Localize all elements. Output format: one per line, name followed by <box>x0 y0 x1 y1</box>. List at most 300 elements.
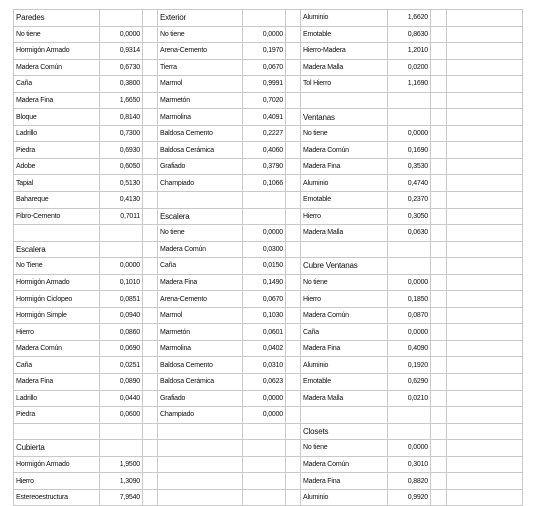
cell[interactable]: Madera Fina <box>301 340 388 357</box>
value-cell[interactable]: 0,0630 <box>388 225 431 242</box>
value-cell[interactable]: 0,3800 <box>100 76 143 93</box>
cell[interactable]: Hierro <box>14 473 100 490</box>
value-cell[interactable] <box>388 423 431 440</box>
cell[interactable]: Madera Común <box>14 59 100 76</box>
cell[interactable] <box>143 340 158 357</box>
cell[interactable] <box>431 274 447 291</box>
cell[interactable]: Baldosa Cerámica <box>158 374 243 391</box>
cell[interactable] <box>286 43 301 60</box>
value-cell[interactable]: 0,0200 <box>388 59 431 76</box>
cell[interactable] <box>143 456 158 473</box>
cell[interactable] <box>143 175 158 192</box>
cell[interactable] <box>447 26 523 43</box>
cell[interactable] <box>286 59 301 76</box>
cell[interactable] <box>431 92 447 109</box>
cell[interactable]: Arena-Cemento <box>158 43 243 60</box>
cell[interactable]: Tierra <box>158 59 243 76</box>
cell[interactable] <box>158 456 243 473</box>
value-cell[interactable]: 0,0670 <box>243 291 286 308</box>
cell[interactable] <box>431 258 447 275</box>
cell[interactable] <box>447 92 523 109</box>
cell[interactable] <box>286 109 301 126</box>
cell[interactable] <box>143 423 158 440</box>
sheet-row <box>14 26 523 43</box>
cell[interactable] <box>431 307 447 324</box>
cell[interactable] <box>431 208 447 225</box>
cell[interactable] <box>143 374 158 391</box>
section-header-cell[interactable]: Cubre Ventanas <box>301 258 388 275</box>
cell[interactable] <box>447 59 523 76</box>
cell[interactable] <box>431 192 447 209</box>
cell[interactable] <box>431 10 447 27</box>
cell[interactable] <box>286 241 301 258</box>
cell[interactable] <box>286 423 301 440</box>
cell[interactable] <box>431 76 447 93</box>
cell[interactable] <box>431 26 447 43</box>
cell[interactable] <box>431 241 447 258</box>
value-cell[interactable] <box>243 456 286 473</box>
cell[interactable] <box>143 125 158 142</box>
cell[interactable]: Ladrillo <box>14 390 100 407</box>
sheet-row <box>14 324 523 341</box>
cell[interactable] <box>447 440 523 457</box>
cell[interactable] <box>143 258 158 275</box>
cell[interactable] <box>143 142 158 159</box>
cell[interactable]: Caña <box>14 76 100 93</box>
section-header-cell[interactable]: Exterior <box>158 10 243 27</box>
value-cell[interactable]: 0,4740 <box>388 175 431 192</box>
cell[interactable] <box>14 423 100 440</box>
cell[interactable]: Madera Fina <box>14 374 100 391</box>
value-cell[interactable]: 0,7300 <box>100 125 143 142</box>
value-cell[interactable]: 1,2010 <box>388 43 431 60</box>
cell[interactable] <box>431 175 447 192</box>
value-cell[interactable]: 0,3530 <box>388 158 431 175</box>
cell[interactable]: Marmetón <box>158 92 243 109</box>
cell[interactable]: Madera Fina <box>301 473 388 490</box>
value-cell[interactable]: 0,6050 <box>100 158 143 175</box>
cell[interactable] <box>286 324 301 341</box>
cell[interactable] <box>447 43 523 60</box>
sheet-row <box>14 208 523 225</box>
value-cell[interactable]: 0,0000 <box>243 26 286 43</box>
value-cell[interactable]: 1,9500 <box>100 456 143 473</box>
cell[interactable] <box>447 109 523 126</box>
value-cell[interactable]: 0,7020 <box>243 92 286 109</box>
cell[interactable] <box>431 440 447 457</box>
cell[interactable]: Madera Común <box>158 241 243 258</box>
value-cell[interactable]: 0,0601 <box>243 324 286 341</box>
cell[interactable] <box>431 142 447 159</box>
cell[interactable]: No tiene <box>14 26 100 43</box>
cell[interactable] <box>143 324 158 341</box>
value-cell[interactable]: 0,0000 <box>100 258 143 275</box>
cell[interactable]: Emotable <box>301 374 388 391</box>
cell[interactable] <box>286 357 301 374</box>
cell[interactable]: Caña <box>14 357 100 374</box>
cell[interactable] <box>286 192 301 209</box>
cell[interactable] <box>447 241 523 258</box>
cell[interactable]: Baldosa Cerámica <box>158 142 243 159</box>
cell[interactable] <box>447 158 523 175</box>
value-cell[interactable]: 0,0000 <box>388 274 431 291</box>
cell[interactable]: Marmolina <box>158 340 243 357</box>
value-cell[interactable]: 0,0000 <box>388 324 431 341</box>
value-cell[interactable] <box>243 192 286 209</box>
cell[interactable] <box>143 192 158 209</box>
value-cell[interactable]: 0,1490 <box>243 274 286 291</box>
value-cell[interactable] <box>243 10 286 27</box>
cell[interactable]: Madera Común <box>14 340 100 357</box>
cell[interactable]: Madera Malla <box>301 225 388 242</box>
value-cell[interactable]: 0,0000 <box>100 26 143 43</box>
cell[interactable] <box>447 208 523 225</box>
cell[interactable] <box>143 92 158 109</box>
value-cell[interactable]: 0,4130 <box>100 192 143 209</box>
value-cell[interactable]: 0,0890 <box>100 374 143 391</box>
value-cell[interactable]: 0,0690 <box>100 340 143 357</box>
value-cell[interactable]: 0,4091 <box>243 109 286 126</box>
value-cell[interactable]: 0,1920 <box>388 357 431 374</box>
cell[interactable] <box>286 407 301 424</box>
cell[interactable]: Grafiado <box>158 390 243 407</box>
cell[interactable] <box>431 291 447 308</box>
cell[interactable] <box>286 76 301 93</box>
cell[interactable] <box>431 158 447 175</box>
cell[interactable]: Tol Hierro <box>301 76 388 93</box>
cell[interactable]: Adobe <box>14 158 100 175</box>
cell[interactable] <box>286 142 301 159</box>
cell[interactable] <box>447 291 523 308</box>
cell[interactable] <box>286 26 301 43</box>
cell[interactable] <box>143 158 158 175</box>
value-cell[interactable]: 0,0210 <box>388 390 431 407</box>
cell[interactable] <box>447 340 523 357</box>
section-header-cell[interactable]: Closets <box>301 423 388 440</box>
cell[interactable] <box>431 423 447 440</box>
cell[interactable] <box>447 456 523 473</box>
value-cell[interactable]: 0,0623 <box>243 374 286 391</box>
cell[interactable] <box>286 374 301 391</box>
cell[interactable] <box>14 225 100 242</box>
value-cell[interactable]: 0,0000 <box>243 390 286 407</box>
value-cell[interactable]: 0,0000 <box>388 440 431 457</box>
cell[interactable] <box>301 407 388 424</box>
cell[interactable] <box>447 175 523 192</box>
cell[interactable]: Hierro <box>301 208 388 225</box>
cell[interactable] <box>143 208 158 225</box>
cell[interactable] <box>143 274 158 291</box>
cell[interactable] <box>301 241 388 258</box>
cell[interactable] <box>431 390 447 407</box>
cell[interactable]: Marmol <box>158 307 243 324</box>
cell[interactable] <box>447 76 523 93</box>
cell[interactable] <box>143 440 158 457</box>
cell[interactable] <box>143 76 158 93</box>
value-cell[interactable]: 0,8820 <box>388 473 431 490</box>
cell[interactable]: Champiado <box>158 407 243 424</box>
value-cell[interactable]: 7,9540 <box>100 489 143 506</box>
cell[interactable] <box>447 374 523 391</box>
cell[interactable] <box>143 291 158 308</box>
cell[interactable] <box>447 10 523 27</box>
cell[interactable] <box>431 125 447 142</box>
cell[interactable]: Ladrillo <box>14 125 100 142</box>
cell[interactable] <box>447 473 523 490</box>
cell[interactable]: Tapial <box>14 175 100 192</box>
cell[interactable]: Hormigón Ciclopeo <box>14 291 100 308</box>
value-cell[interactable]: 0,0150 <box>243 258 286 275</box>
cell[interactable]: Hormigón Armado <box>14 456 100 473</box>
value-cell[interactable]: 0,0860 <box>100 324 143 341</box>
value-cell[interactable] <box>243 423 286 440</box>
value-cell[interactable] <box>388 407 431 424</box>
value-cell[interactable]: 0,0870 <box>388 307 431 324</box>
cell[interactable]: Caña <box>301 324 388 341</box>
cell[interactable]: No tiene <box>301 125 388 142</box>
value-cell[interactable] <box>388 109 431 126</box>
cell[interactable]: Madera Común <box>301 142 388 159</box>
cell[interactable] <box>447 407 523 424</box>
cell[interactable]: Aluminio <box>301 357 388 374</box>
cell[interactable] <box>431 357 447 374</box>
cell[interactable]: Aluminio <box>301 489 388 506</box>
value-cell[interactable]: 0,0000 <box>388 125 431 142</box>
value-cell[interactable]: 0,1970 <box>243 43 286 60</box>
value-cell[interactable]: 0,8630 <box>388 26 431 43</box>
cell[interactable] <box>286 440 301 457</box>
cell[interactable]: Aluminio <box>301 175 388 192</box>
cell[interactable] <box>447 357 523 374</box>
cell[interactable] <box>158 440 243 457</box>
cell[interactable]: Baldosa Cemento <box>158 357 243 374</box>
cell[interactable] <box>447 390 523 407</box>
value-cell[interactable]: 0,9991 <box>243 76 286 93</box>
value-cell[interactable]: 0,1850 <box>388 291 431 308</box>
value-cell[interactable] <box>243 208 286 225</box>
cell[interactable] <box>143 241 158 258</box>
cell[interactable]: Bahareque <box>14 192 100 209</box>
cell[interactable] <box>431 374 447 391</box>
value-cell[interactable] <box>100 440 143 457</box>
cell[interactable] <box>286 158 301 175</box>
cell[interactable] <box>143 43 158 60</box>
cell[interactable]: Bloque <box>14 109 100 126</box>
sheet-row <box>14 59 523 76</box>
cell[interactable] <box>158 192 243 209</box>
cell[interactable]: Arena-Cemento <box>158 291 243 308</box>
value-cell[interactable]: 0,3790 <box>243 158 286 175</box>
value-cell[interactable]: 0,1010 <box>100 274 143 291</box>
cell[interactable] <box>431 324 447 341</box>
value-cell[interactable]: 0,7011 <box>100 208 143 225</box>
cell[interactable] <box>143 307 158 324</box>
cell[interactable] <box>301 92 388 109</box>
cell[interactable] <box>447 307 523 324</box>
value-cell[interactable] <box>388 92 431 109</box>
value-cell[interactable]: 0,0851 <box>100 291 143 308</box>
value-cell[interactable]: 1,3090 <box>100 473 143 490</box>
cell[interactable] <box>158 423 243 440</box>
cell[interactable]: Fibro-Cemento <box>14 208 100 225</box>
value-cell[interactable]: 0,0300 <box>243 241 286 258</box>
section-header-cell[interactable]: Paredes <box>14 10 100 27</box>
value-cell[interactable]: 0,8140 <box>100 109 143 126</box>
value-cell[interactable]: 0,9920 <box>388 489 431 506</box>
value-cell[interactable]: 0,4060 <box>243 142 286 159</box>
cell[interactable] <box>286 456 301 473</box>
cell[interactable] <box>286 340 301 357</box>
sheet-row <box>14 158 523 175</box>
cell[interactable]: No tiene <box>158 225 243 242</box>
cell[interactable]: Madera Malla <box>301 390 388 407</box>
cell[interactable] <box>447 125 523 142</box>
cell[interactable] <box>447 274 523 291</box>
cell[interactable]: Aluminio <box>301 10 388 27</box>
cell[interactable] <box>286 390 301 407</box>
cell[interactable] <box>286 274 301 291</box>
cell[interactable]: Madera Fina <box>14 92 100 109</box>
cell[interactable] <box>431 225 447 242</box>
section-header-cell[interactable]: Escalera <box>158 208 243 225</box>
value-cell[interactable]: 0,2227 <box>243 125 286 142</box>
value-cell[interactable]: 0,1690 <box>388 142 431 159</box>
value-cell[interactable]: 0,0000 <box>243 225 286 242</box>
cell[interactable]: Champiado <box>158 175 243 192</box>
cell[interactable]: Hormigón Armado <box>14 43 100 60</box>
cell[interactable] <box>286 10 301 27</box>
sheet-row <box>14 274 523 291</box>
cell[interactable]: Hierro-Madera <box>301 43 388 60</box>
cell[interactable] <box>447 324 523 341</box>
value-cell[interactable]: 0,0000 <box>243 407 286 424</box>
cell[interactable] <box>447 192 523 209</box>
cell[interactable]: Piedra <box>14 142 100 159</box>
value-cell[interactable]: 1,6620 <box>388 10 431 27</box>
cell[interactable] <box>286 225 301 242</box>
cell[interactable]: Madera Fina <box>158 274 243 291</box>
value-cell[interactable]: 0,0402 <box>243 340 286 357</box>
cell[interactable] <box>431 473 447 490</box>
cell[interactable] <box>286 92 301 109</box>
cell[interactable]: Emotable <box>301 192 388 209</box>
value-cell[interactable]: 1,6650 <box>100 92 143 109</box>
cell[interactable] <box>447 142 523 159</box>
value-cell[interactable]: 0,0600 <box>100 407 143 424</box>
section-header-cell[interactable]: Ventanas <box>301 109 388 126</box>
cell[interactable] <box>143 225 158 242</box>
value-cell[interactable]: 0,5130 <box>100 175 143 192</box>
cell[interactable] <box>431 340 447 357</box>
cell[interactable] <box>286 208 301 225</box>
cell[interactable]: Grafiado <box>158 158 243 175</box>
cell[interactable]: Madera Común <box>301 456 388 473</box>
cell[interactable] <box>143 390 158 407</box>
cell[interactable]: Madera Fina <box>301 158 388 175</box>
cell[interactable] <box>447 423 523 440</box>
cell[interactable] <box>431 456 447 473</box>
cell[interactable] <box>143 26 158 43</box>
value-cell[interactable] <box>100 241 143 258</box>
value-cell[interactable]: 0,2370 <box>388 192 431 209</box>
value-cell[interactable]: 0,0940 <box>100 307 143 324</box>
cell[interactable] <box>286 258 301 275</box>
cell[interactable] <box>286 125 301 142</box>
cell[interactable]: Hierro <box>14 324 100 341</box>
cell[interactable] <box>286 291 301 308</box>
value-cell[interactable] <box>243 473 286 490</box>
value-cell[interactable]: 0,0440 <box>100 390 143 407</box>
cell[interactable]: Marmetón <box>158 324 243 341</box>
cell[interactable] <box>143 357 158 374</box>
cell[interactable]: Hierro <box>301 291 388 308</box>
cell[interactable]: Hormigón Armado <box>14 274 100 291</box>
section-header-cell[interactable]: Cubierta <box>14 440 100 457</box>
cell[interactable]: Emotable <box>301 26 388 43</box>
value-cell[interactable]: 0,6290 <box>388 374 431 391</box>
cell[interactable] <box>286 473 301 490</box>
cell[interactable]: Marmolina <box>158 109 243 126</box>
cell[interactable]: Estereoestructura <box>14 489 100 506</box>
cell[interactable]: No Tiene <box>14 258 100 275</box>
cell[interactable] <box>143 407 158 424</box>
cell[interactable] <box>431 43 447 60</box>
value-cell[interactable] <box>100 10 143 27</box>
value-cell[interactable]: 0,4090 <box>388 340 431 357</box>
value-cell[interactable]: 0,6930 <box>100 142 143 159</box>
cell[interactable]: Baldosa Cemento <box>158 125 243 142</box>
value-cell[interactable]: 0,3010 <box>388 456 431 473</box>
value-cell[interactable] <box>100 423 143 440</box>
cell[interactable] <box>431 59 447 76</box>
value-cell[interactable]: 0,9314 <box>100 43 143 60</box>
cell[interactable]: Madera Malla <box>301 59 388 76</box>
value-cell[interactable] <box>388 258 431 275</box>
cell[interactable] <box>143 59 158 76</box>
cell[interactable] <box>143 10 158 27</box>
cell[interactable]: No tiene <box>158 26 243 43</box>
cell[interactable]: Marmol <box>158 76 243 93</box>
value-cell[interactable] <box>388 241 431 258</box>
cell[interactable]: Madera Común <box>301 307 388 324</box>
cell[interactable] <box>158 473 243 490</box>
value-cell[interactable]: 1,1690 <box>388 76 431 93</box>
cell[interactable] <box>447 258 523 275</box>
cell[interactable]: No tiene <box>301 274 388 291</box>
cell[interactable] <box>447 225 523 242</box>
value-cell[interactable] <box>243 440 286 457</box>
value-cell[interactable]: 0,0251 <box>100 357 143 374</box>
cell[interactable] <box>286 307 301 324</box>
cell[interactable] <box>431 109 447 126</box>
cell[interactable]: No tiene <box>301 440 388 457</box>
cell[interactable]: Caña <box>158 258 243 275</box>
value-cell[interactable]: 0,1030 <box>243 307 286 324</box>
value-cell[interactable]: 0,6730 <box>100 59 143 76</box>
value-cell[interactable] <box>100 225 143 242</box>
value-cell[interactable]: 0,1066 <box>243 175 286 192</box>
value-cell[interactable]: 0,3050 <box>388 208 431 225</box>
value-cell[interactable]: 0,0310 <box>243 357 286 374</box>
section-header-cell[interactable]: Escalera <box>14 241 100 258</box>
cell[interactable]: Piedra <box>14 407 100 424</box>
cell[interactable] <box>286 175 301 192</box>
value-cell[interactable]: 0,0670 <box>243 59 286 76</box>
cell[interactable] <box>431 407 447 424</box>
cell[interactable] <box>143 473 158 490</box>
cell[interactable] <box>143 109 158 126</box>
cell[interactable]: Hormigón Simple <box>14 307 100 324</box>
